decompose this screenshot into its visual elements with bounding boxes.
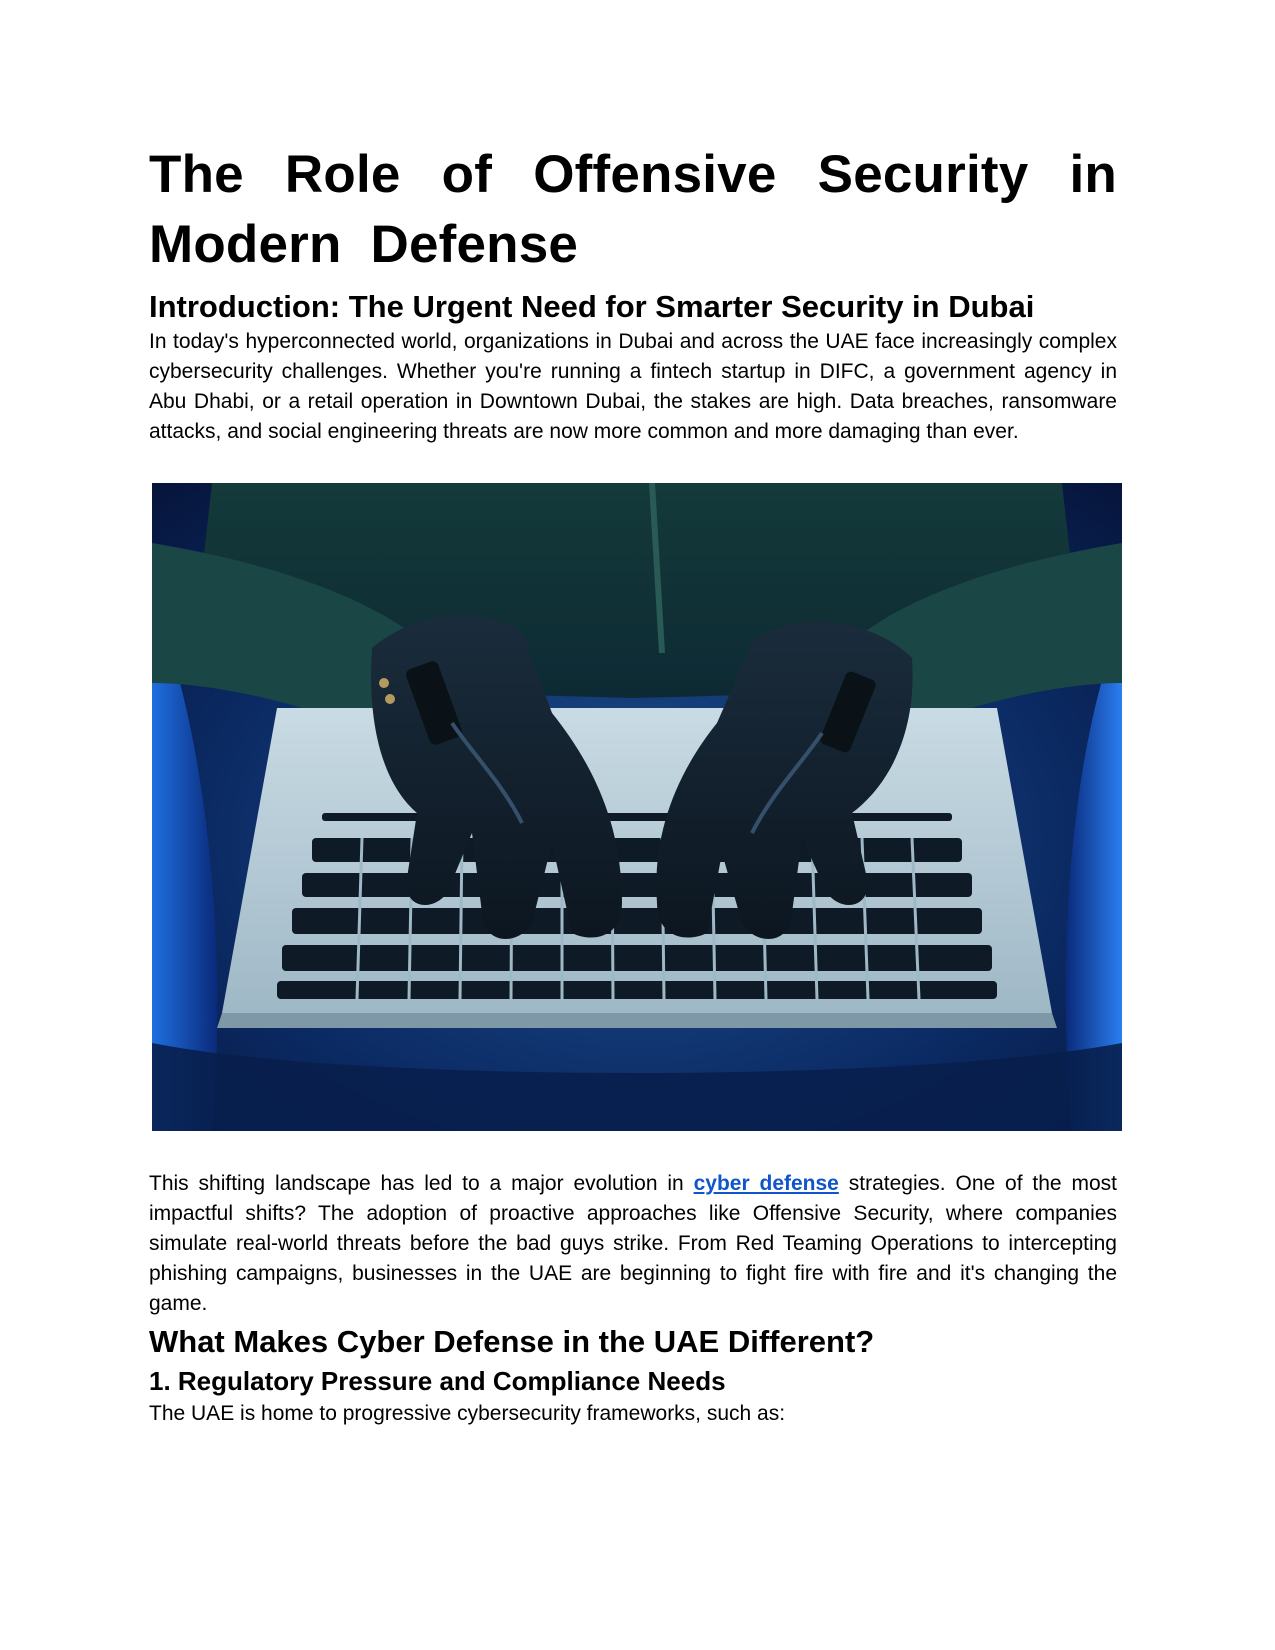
laptop-edge <box>217 1013 1057 1028</box>
cyber-defense-link[interactable]: cyber defense <box>693 1172 839 1195</box>
document-page <box>149 140 1117 1429</box>
hacker-laptop-illustration <box>152 483 1122 1131</box>
hacker-laptop-photo <box>152 483 1122 1131</box>
intro-heading: Introduction: The Urgent Need for Smarter Security in Dubai <box>149 289 1035 324</box>
section-heading: What Makes Cyber Defense in the UAE Different? <box>149 1324 875 1359</box>
shift-paragraph-after-link: strategies. One of the most impactful shifts? The adoption of proactive approaches like Offensive Security, where companies simulate real-world threats before the bad guys strike. From Red Teaming Operations to intercepting phishing campaigns, businesses in the UAE are beginning to fight fire with fire and it's changing the game. <box>149 1172 1117 1315</box>
shift-paragraph-before-link: This shifting landscape has led to a major evolution in <box>149 1172 694 1195</box>
subsection-paragraph: The UAE is home to progressive cybersecurity frameworks, such as: <box>149 1402 786 1425</box>
document-title: The Role of Offensive Security in Modern Defense <box>149 145 1117 274</box>
intro-paragraph: In today's hyperconnected world, organizations in Dubai and across the UAE face increasingly complex cybersecurity challenges. Whether you're running a fintech startup in DIFC, a government agency in Abu Dhabi, or a retail operation in Downtown Dubai, the stakes are high. Data breaches, ransomware attacks, and social engineering threats are now more common and more damaging than ever. <box>149 330 1117 443</box>
subsection-heading: 1. Regulatory Pressure and Compliance Needs <box>149 1366 726 1396</box>
shift-paragraph <box>149 1169 1117 1319</box>
